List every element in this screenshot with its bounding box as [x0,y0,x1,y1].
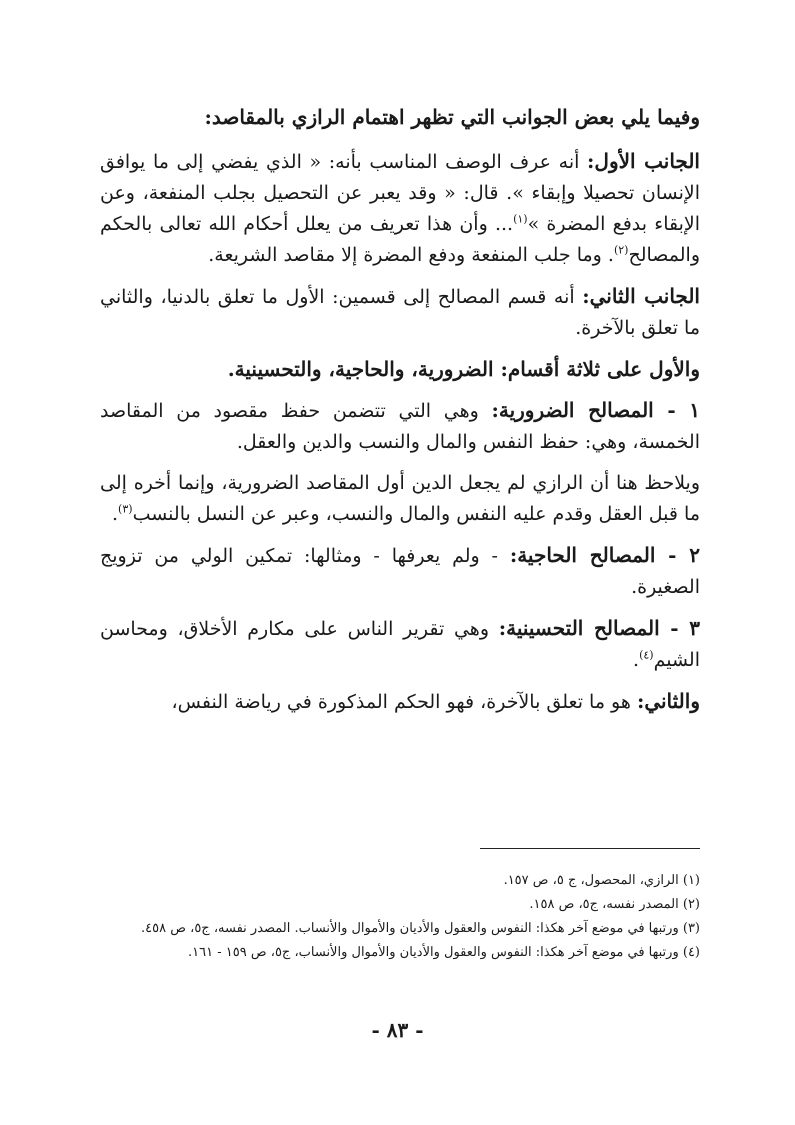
footnote-divider [480,848,700,849]
paragraph-note [100,468,700,530]
footnote-3: (٣) ورتبها في موضع آخر هكذا: النفوس والعقول والأديان والأموال والأنساب. المصدر نفسه، ج٥، ص ٤٥٨. [141,921,700,936]
paragraph-second [100,686,700,718]
side-one-label: الجانب الأول: [587,149,700,173]
second-label: والثاني: [636,689,700,713]
paragraph-item-one [100,395,700,458]
footnote-1: (١) الرازي، المحصول، ج ٥، ص ١٥٧. [503,873,700,888]
note-text: ويلاحظ هنا أن الرازي لم يجعل الدين أول المقاصد الضرورية، وإنما أخره إلى ما قبل العقل وقدم عليه النفس والمال والنسب، وعبر عن النسل بالنسب [100,472,700,525]
note-end: . [112,503,119,525]
item-one-text: وهي التي تتضمن حفظ مقصود من المقاصد الخمسة، وهي: حفظ النفس والمال والنسب والدين والعقل. [100,400,700,453]
second-text: هو ما تعلق بالآخرة، فهو الحكم المذكورة في رياضة النفس، [171,691,637,713]
item-three-label: ٣ - المصالح التحسينية: [498,616,700,640]
footnote-ref-4[interactable]: (٤) [639,648,654,662]
footnote-2: (٢) المصدر نفسه، ج٥، ص ١٥٨. [529,897,700,912]
side-one-text-3: . وما جلب المنفعة ودفع المضرة إلا مقاصد الشريعة. [208,244,614,266]
side-two-text: أنه قسم المصالح إلى قسمين: الأول ما تعلق بالدنيا، والثاني ما تعلق بالآخرة. [100,286,700,339]
paragraph-item-two [100,540,700,603]
side-one-text-1: أنه عرف الوصف المناسب بأنه: « الذي يفضي إلى ما يوافق الإنسان تحصيلا وإبقاء ». قال: « وقد يعبر عن التحصيل بجلب المنفعة، وعن الإبقاء بدفع المضرة » [100,151,700,235]
footnote-ref-1[interactable]: (١) [513,212,528,226]
page-number: - ٨٣ - [371,1018,424,1042]
footnote-ref-3[interactable]: (٣) [118,502,133,516]
side-two-label: الجانب الثاني: [582,284,700,308]
item-two-text: - ولم يعرفها - ومثالها: تمكين الولي من تزويج الصغيرة. [100,545,700,598]
paragraph-side-two [100,281,700,344]
item-three-end: . [633,649,640,671]
paragraph-item-three [100,613,700,676]
side-one-text-2: ... وأن هذا تعريف من يعلل أحكام الله تعالى بالحكم والمصالح [100,213,700,266]
item-three-text: وهي تقرير الناس على مكارم الأخلاق، ومحاسن الشيم [100,618,700,671]
footnote-4: (٤) ورتبها في موضع آخر هكذا: النفوس والعقول والأديان والأموال والأنساب، ج٥، ص ١٥٩ - ١٦١. [188,945,700,960]
footnote-ref-2[interactable]: (٢) [613,243,629,257]
item-one-label: ١ - المصالح الضرورية: [491,398,700,422]
item-two-label: ٢ - المصالح الحاجية: [509,543,700,567]
section-heading: وفيما يلي بعض الجوانب التي تظهر اهتمام الرازي بالمقاصد: [204,105,700,129]
footnotes [100,868,700,966]
page-body [100,100,700,728]
paragraph-side-one [100,146,700,271]
paragraph-first-three: والأول على ثلاثة أقسام: الضرورية، والحاجية، والتحسينية. [227,357,700,381]
